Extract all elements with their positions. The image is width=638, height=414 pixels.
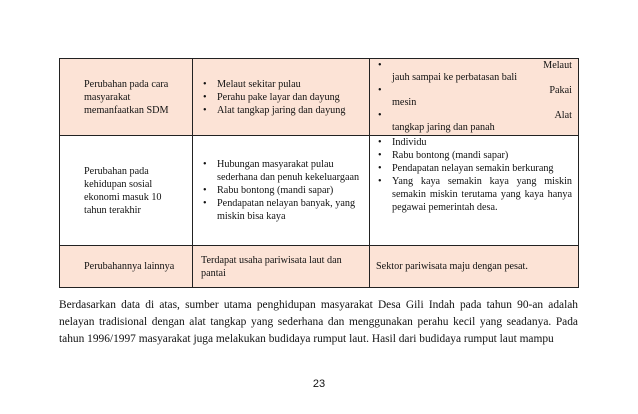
list-item: • Hubungan masyarakat pulau sederhana dan penuh kekeluargaan (201, 158, 365, 184)
before-cell (193, 59, 370, 136)
after-list (376, 60, 572, 135)
cell-text: Sektor pariwisata maju dengan pesat. (376, 261, 528, 272)
list-item: • Alat tangkap jaring dan panah (376, 110, 572, 135)
list-item: • Perahu pake layar dan dayung (201, 91, 365, 104)
cell-text: Terdapat usaha pariwisata laut dan pantai (201, 254, 342, 279)
list-item: • Rabu bontong (mandi sapar) (201, 184, 365, 197)
row-label: Perubahan pada kehidupan sosial ekonomi masuk 10 tahun terakhir (84, 165, 162, 216)
after-list (376, 136, 572, 214)
list-item: • Alat tangkap jaring dan dayung (201, 104, 365, 117)
page-number: 23 (312, 378, 326, 390)
after-cell (370, 246, 579, 288)
row-label: Perubahannya lainnya (84, 261, 175, 272)
row-label-cell (60, 136, 193, 246)
list-item: • Pendapatan nelayan banyak, yang miskin bisa kaya (201, 197, 365, 223)
list-item: • Pakai mesin (376, 85, 572, 110)
before-cell (193, 246, 370, 288)
table-row (60, 246, 579, 288)
list-item: • Melaut sekitar pulau (201, 78, 365, 91)
list-item: • Pendapatan nelayan semakin berkurang (376, 162, 572, 175)
list-item: • Yang kaya semakin kaya yang miskin semakin miskin terutama yang kaya hanya pegawai pemerintah desa. (376, 175, 572, 214)
list-item: • Melaut jauh sampai ke perbatasan bali (376, 60, 572, 85)
table-row (60, 136, 579, 246)
row-label-cell (60, 246, 193, 288)
after-cell (370, 59, 579, 136)
row-label-cell (60, 59, 193, 136)
before-list (201, 158, 365, 223)
list-item: • Rabu bontong (mandi sapar) (376, 149, 572, 162)
table-row (60, 59, 579, 136)
after-cell (370, 136, 579, 246)
list-item: • Individu (376, 136, 572, 149)
row-label: Perubahan pada cara masyarakat memanfaatkan SDM (84, 78, 169, 116)
before-cell (193, 136, 370, 246)
before-list (201, 78, 365, 117)
body-paragraph: Berdasarkan data di atas, sumber utama penghidupan masyarakat Desa Gili Indah pada tahun 90-an adalah nelayan tradisional dengan alat tangkap yang sederhana dan menggunakan perahu kecil yang seadanya. Pada tahun 1996/1997 masyarakat juga melakukan budidaya rumput laut. Hasil dari budidaya rumput laut mampu (59, 299, 578, 345)
comparison-table (59, 58, 579, 288)
